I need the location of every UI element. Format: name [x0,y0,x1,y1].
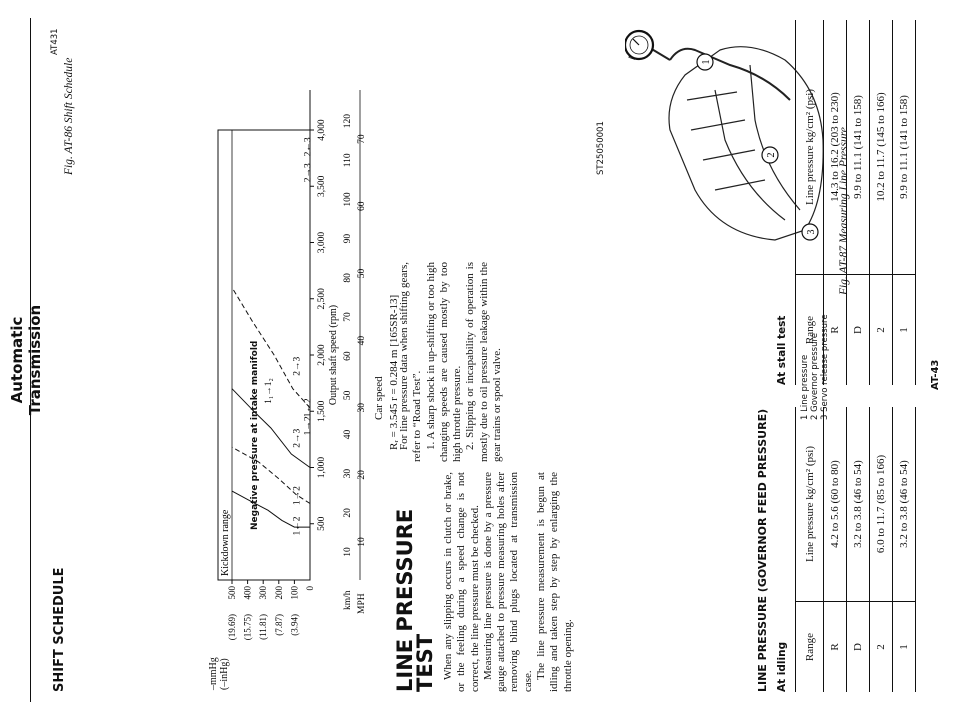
x-tick-label: 4,000 [317,119,327,141]
y-tick-label: 200 [273,586,284,600]
idling-header-row [796,407,824,692]
car-speed-label: Car speed [373,376,385,420]
y-zero-label: 0 [305,586,315,591]
lp-right-paragraph-2: 1. A sharp shock in up-shifting or too high changing speeds are caused mostly by too high throttle pressure. [424,262,464,462]
legend-governor-pressure: 2 Governor pressure [810,332,820,420]
callout-1: 1 [701,59,712,65]
mph-tick-label: 30 [357,402,367,413]
shift-point-label: 2→3 [292,428,303,448]
kmh-tick-label: 20 [343,508,353,518]
lp-paragraph-3: The line pressure measurement is begun at idling and taken step by step by enlarging the throttle opening. [535,472,574,692]
line-pressure-right-text [398,262,504,462]
kmh-tick-label: 40 [343,429,353,440]
callout-3: 3 [806,229,817,235]
mph-tick-label: 50 [357,268,367,279]
line-pressure-left-text [442,472,575,692]
shift-schedule-code: AT431 [50,28,60,55]
kickdown-label: Kickdown range [220,509,231,576]
stall-header-row [796,20,824,385]
shift-point-label: 2→3 [292,356,303,376]
y-tick-label: 100 [289,586,300,600]
kmh-tick-label: 100 [343,192,353,207]
y-tick-sub-label: (19.69) [227,614,237,641]
x-tick-label: 3,000 [317,231,327,254]
mph-tick-label: 60 [357,201,367,212]
shift-point-label: 1←2 [292,516,303,536]
kmh-tick-label: 60 [343,351,353,361]
y-tick-label: 400 [242,586,253,600]
at-idling-title: At idling [776,641,788,692]
kmh-label: km/h [343,590,353,610]
shift-schedule-chart [210,10,370,690]
kmh-tick-label: 50 [343,390,353,401]
idling-col-range: Range [796,602,824,693]
shift-point-label: 1₁→1₂ [263,378,274,404]
shift-point-label: 1→2 [303,416,314,436]
kmh-tick-label: 10 [343,547,353,557]
table-row: R 4.2 to 5.6 (60 to 80) [824,407,847,692]
lp-paragraph-2: Measuring line pressure is done by a pressure gauge attached to pressure measuring holes after removing blind plugs located at transmission case. [481,472,534,692]
kmh-tick-label: 70 [343,312,353,322]
idling-pressure-table [795,407,916,692]
kmh-tick-label: 80 [343,273,353,283]
mph-tick-label: 70 [357,134,367,144]
table-row: 2 6.0 to 11.7 (85 to 166) [870,407,893,692]
line-pressure-heading: LINE PRESSURE TEST [393,508,437,692]
kmh-tick-label: 30 [343,468,353,479]
mph-label: MPH [357,593,367,614]
kmh-tick-label: 90 [343,233,353,244]
table-row: D 3.2 to 3.8 (46 to 54) [847,407,870,692]
shift-point-label: 1→2 [292,486,303,506]
diagram-caption: Fig. AT-87 Measuring Line Pressure [838,127,850,295]
y-tick-sub-label: (11.81) [258,614,269,640]
lp-right-paragraph-1: For line pressure data when shifting gears, refer to “Road Test”. [398,262,424,462]
stall-col-pressure: Line pressure kg/cm² (psi) [796,20,824,275]
table-row: 2 10.2 to 11.7 (145 to 166) [870,20,893,385]
y-tick-sub-label: (7.87) [273,614,284,636]
x-tick-label: 1,000 [317,456,327,479]
shift-point-label: 2←3 [303,137,314,157]
x-tick-label: 1,500 [317,400,327,422]
page-number: AT-43 [930,359,941,390]
legend-line-pressure: 1 Line pressure [800,354,810,420]
y-tick-sub-label: (15.75) [242,614,253,641]
lp-right-paragraph-3: 2. Slipping or incapability of operation is mostly due to oil pressure leakage within the gear trains or spool valve. [464,262,504,462]
x-axis-label: Output shaft speed (rpm) [328,304,339,406]
gauge-hose [670,49,790,100]
shift-schedule-heading: SHIFT SCHEDULE [52,567,67,692]
stall-col-range: Range [796,275,824,386]
x-tick-label: 2,500 [317,288,327,310]
x-tick-label: 2,000 [317,344,327,366]
kmh-tick-label: 110 [343,153,353,168]
idling-col-pressure: Line pressure kg/cm² (psi) [796,407,824,602]
shift-chart-svg [210,10,370,690]
y-tick-label: 300 [258,586,269,600]
legend-servo-release: 3 Servo release pressure [820,314,830,420]
shift-point-label: 2→3 [303,163,314,183]
table-row: R 14.3 to 16.2 (203 to 230) [824,20,847,385]
kmh-tick-label: 120 [343,114,353,129]
shift-point-label: 1←2 [303,398,314,418]
mph-tick-label: 20 [357,470,367,480]
ratio-info: Rᵣ = 3.545 r = 0.284 m [165SR-13] [388,294,400,450]
governor-heading: LINE PRESSURE (GOVERNOR FEED PRESSURE) [756,408,769,692]
stall-pressure-table [795,20,916,385]
lp-paragraph-1: When any slipping occurs in clutch or brake, or the feeling during a speed change is not correct, the line pressure must be checked. [442,472,481,692]
table-row: D 9.9 to 11.1 (141 to 158) [847,20,870,385]
mph-tick-label: 40 [357,335,367,346]
mph-tick-label: 10 [357,537,367,547]
y-axis-unit: –mmHg (–inHg) [208,657,230,690]
at-stall-title: At stall test [776,315,788,385]
table-row: 1 9.9 to 11.1 (141 to 158) [893,20,916,385]
shift-schedule-caption: Fig. AT-86 Shift Schedule [63,57,75,175]
header-rule [30,18,31,702]
x-tick-label: 500 [317,516,327,531]
page-header-title: Automatic Transmission [8,304,44,416]
pressure-gauge [625,31,653,59]
y-tick-sub-label: (3.94) [289,614,300,636]
negative-pressure-label: Negative pressure at intake manifold [250,340,260,530]
y-tick-label: 500 [227,586,237,600]
callout-2: 2 [766,152,777,158]
x-tick-label: 3,500 [317,175,327,197]
table-row: 1 3.2 to 3.8 (46 to 54) [893,407,916,692]
diagram-tool-code: ST25050001 [596,121,606,175]
